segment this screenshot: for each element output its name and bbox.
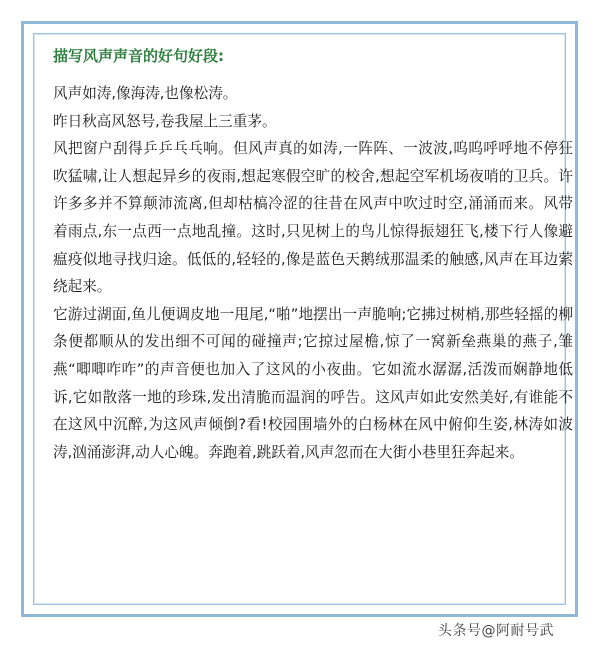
- article-content: [53, 45, 573, 466]
- watermark-text: 头条号@阿耐号武: [438, 623, 554, 639]
- paragraph-3: 风把窗户刮得乒乒乓乓响。但风声真的如涛,一阵阵、一波波,呜呜呼呼地不停狂吹猛啸,让人想起异乡的夜雨,想起寒假空旷的校舍,想起空军机场夜哨的卫兵。许许多多并不算颠沛流离,但却枯槁冷涩的往昔在风声中吹过时空,涌涌而来。风带着雨点,东一点西一点地乱撞。这时,只见树上的鸟儿惊得振翅狂飞,楼下行人像避瘟疫似地寻找归途。低低的,轻轻的,像是蓝色天鹅绒那温柔的触感,风声在耳边萦绕起来。: [53, 140, 573, 296]
- paragraph-2: 昨日秋高风怒号,卷我屋上三重茅。: [53, 112, 277, 130]
- article-frame: [21, 21, 578, 617]
- article-inner-frame: [33, 33, 573, 605]
- article-heading: 描写风声声音的好句好段:: [53, 47, 224, 65]
- paragraph-4: 它游过湖面,鱼儿便调皮地一甩尾,“啪”地摆出一声脆响;它拂过树梢,那些轻摇的柳条便都顺从的发出细不可闻的碰撞声;它掠过屋檐,惊了一窝新垒燕巢的燕子,雏燕“唧唧咋咋”的声音便也加入了这风的小夜曲。它如流水潺潺,活泼而娴静地低诉,它如散落一地的珍珠,发出清脆而温润的呼告。这风声如此安然美好,有谁能不在这风中沉醉,为这风声倾倒?看!校园围墙外的白杨林在风中俯仰生姿,林涛如波涛,汹涌澎湃,动人心魄。奔跑着,跳跃着,风声忽而在大街小巷里狂奔起来。: [53, 305, 573, 461]
- paragraph-1: 风声如涛,像海涛,也像松涛。: [53, 85, 238, 102]
